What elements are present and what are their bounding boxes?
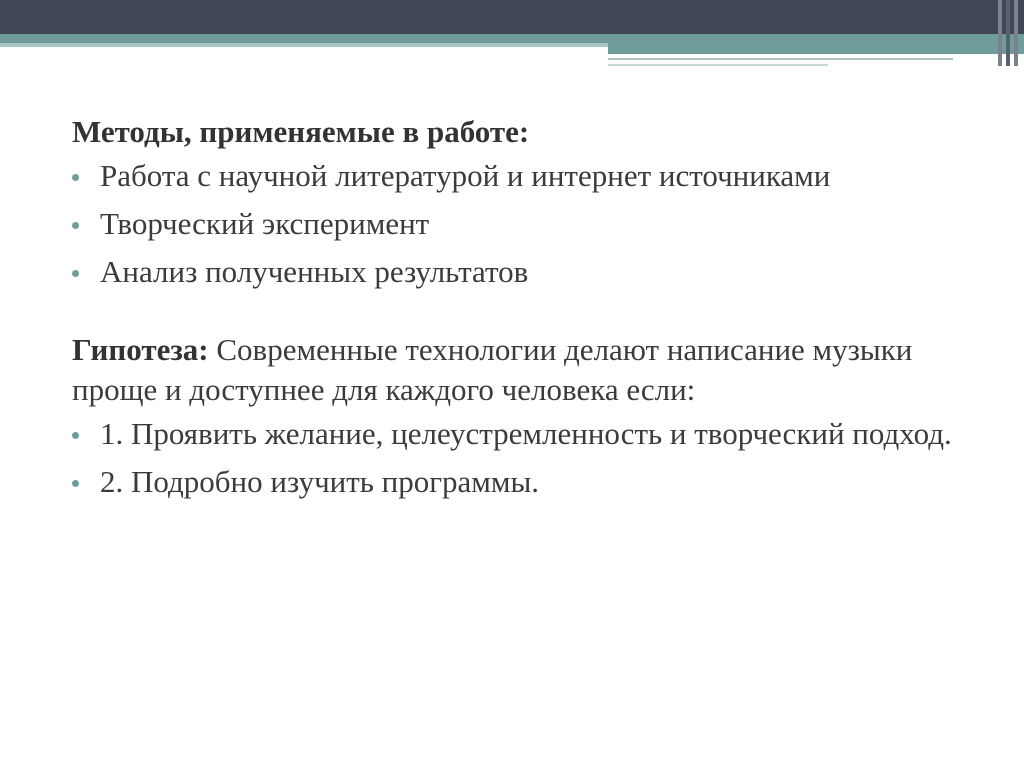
list-item xyxy=(72,416,952,452)
header-right-band xyxy=(608,43,1024,54)
bullet-icon xyxy=(72,222,79,229)
methods-heading: Методы, применяемые в работе: xyxy=(72,114,530,149)
methods-list xyxy=(72,158,952,290)
hypothesis-list xyxy=(72,416,952,500)
header-light-band xyxy=(0,43,608,47)
bullet-icon xyxy=(72,480,79,487)
bullet-icon xyxy=(72,432,79,439)
list-item-text: 1. Проявить желание, целеустремленность и творческий подход. xyxy=(100,416,952,451)
header-thin-line xyxy=(608,58,953,60)
header-stripes xyxy=(992,0,1024,66)
header-teal-band xyxy=(0,34,1024,43)
list-item-text: Анализ полученных результатов xyxy=(100,254,529,289)
header-dark-band xyxy=(0,0,1024,34)
list-item-text: 2. Подробно изучить программы. xyxy=(100,464,540,499)
bullet-icon xyxy=(72,174,79,181)
list-item xyxy=(72,464,952,500)
header-bottom-line xyxy=(608,64,828,66)
list-item-text: Работа с научной литературой и интернет источниками xyxy=(100,158,831,193)
hypothesis-label: Гипотеза: xyxy=(72,332,209,367)
list-item-text: Творческий эксперимент xyxy=(100,206,430,241)
header-stripe xyxy=(998,0,1002,66)
list-item xyxy=(72,206,952,242)
list-item xyxy=(72,158,952,194)
header-stripe xyxy=(1006,0,1010,66)
slide-content xyxy=(72,112,952,512)
bullet-icon xyxy=(72,270,79,277)
hypothesis-paragraph xyxy=(72,330,952,410)
header-stripe xyxy=(1014,0,1018,66)
list-item xyxy=(72,254,952,290)
hypothesis-text: Современные технологии делают написание музыки проще и доступнее для каждого человека если: xyxy=(72,332,913,407)
